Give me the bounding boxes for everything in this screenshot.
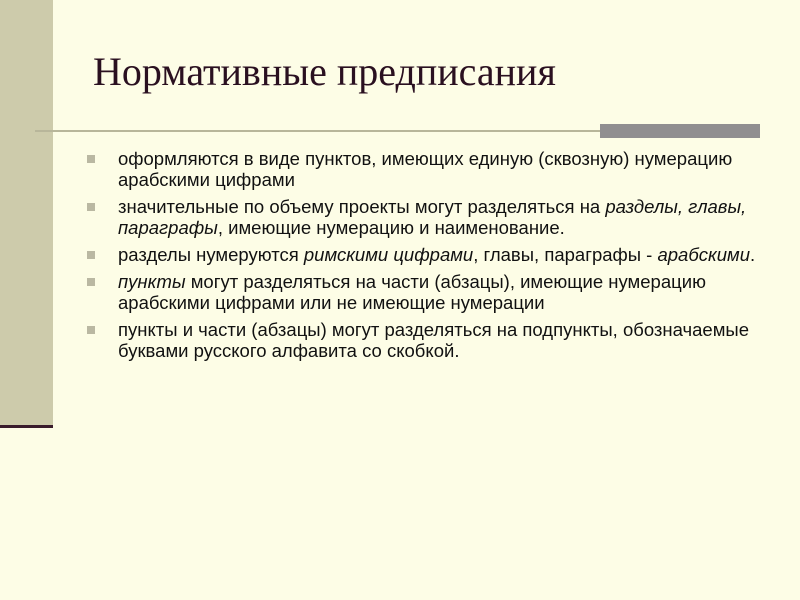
bullet-segment: . <box>750 244 756 265</box>
bullet-segment: значительные по объему проекты могут разделяться на <box>118 196 606 217</box>
list-item <box>85 244 765 265</box>
square-bullet-icon <box>87 155 95 163</box>
square-bullet-icon <box>87 251 95 259</box>
bullet-text <box>118 196 746 238</box>
bullet-segment: разделы нумеруются <box>118 244 304 265</box>
bullet-text <box>118 148 732 190</box>
left-decor-line <box>0 425 53 428</box>
bullet-segment-italic: разделы, главы, параграфы <box>118 196 747 238</box>
bullet-list <box>85 148 765 367</box>
bullet-segment-italic: арабскими <box>657 244 751 265</box>
bullet-segment: , имеющие нумерацию и наименование. <box>217 217 565 238</box>
square-bullet-icon <box>87 203 95 211</box>
list-item <box>85 196 765 238</box>
bullet-text <box>118 319 749 361</box>
bullet-segment-italic: римскими цифрами <box>303 244 474 265</box>
bullet-text <box>118 271 706 313</box>
bullet-segment: могут разделяться на части (абзацы), имеющие нумерацию арабскими цифрами или не имеющие нумерации <box>118 271 706 313</box>
title-divider-accent <box>600 124 760 138</box>
square-bullet-icon <box>87 326 95 334</box>
bullet-segment: , главы, параграфы - <box>473 244 658 265</box>
list-item <box>85 148 765 190</box>
list-item <box>85 319 765 361</box>
bullet-segment: пункты и части (абзацы) могут разделяться на подпункты, обозначаемые буквами русского алфавита со скобкой. <box>118 319 750 361</box>
left-decor-band <box>0 0 53 428</box>
square-bullet-icon <box>87 278 95 286</box>
slide-title: Нормативные предписания <box>93 49 556 94</box>
list-item <box>85 271 765 313</box>
bullet-segment-italic: пункты <box>118 271 186 292</box>
title-divider <box>35 130 600 132</box>
bullet-text <box>118 244 755 265</box>
bullet-segment: оформляются в виде пунктов, имеющих единую (сквозную) нумерацию арабскими цифрами <box>118 148 733 190</box>
